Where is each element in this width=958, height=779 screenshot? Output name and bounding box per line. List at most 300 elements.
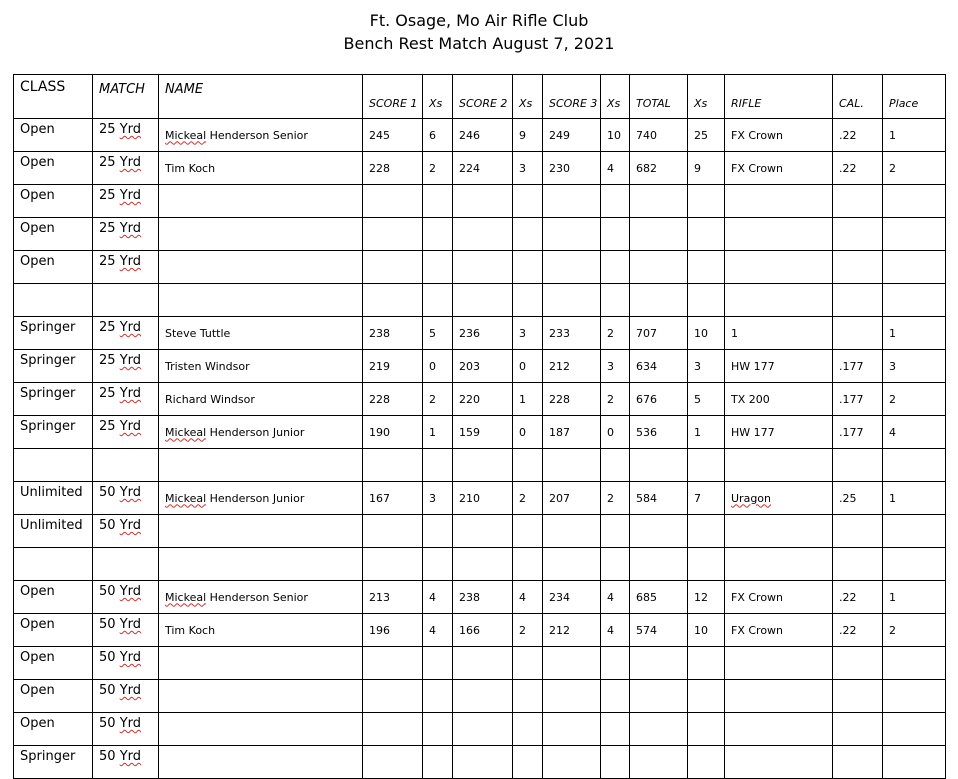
cell-class: [14, 185, 93, 218]
cell-match: [93, 119, 159, 152]
cell-match-text: 50 Yrd: [99, 584, 141, 599]
cell-xs3: [601, 185, 630, 218]
cell-score3: [543, 614, 601, 647]
cell-name-text: Tim Koch: [165, 623, 216, 637]
cell-class: [14, 713, 93, 746]
cell-total-text: 584: [636, 491, 657, 505]
cell-place-text: 4: [889, 425, 896, 439]
cell-xs2: [513, 548, 543, 581]
cell-name-text: Mickeal Henderson Junior: [165, 425, 305, 439]
cell-class-text: Springer: [20, 386, 76, 401]
cell-cal: [833, 119, 883, 152]
cell-match-text: 50 Yrd: [99, 749, 141, 764]
cell-score2: [453, 482, 513, 515]
cell-xs-total-text: 3: [694, 359, 701, 373]
cell-rifle: [725, 581, 833, 614]
cell-place: [883, 548, 946, 581]
cell-score2: [453, 746, 513, 779]
cell-xs3: [601, 548, 630, 581]
cell-xs1: [423, 350, 453, 383]
table-row: [14, 416, 946, 449]
cell-rifle: [725, 152, 833, 185]
cell-xs3-text: 10: [607, 128, 621, 142]
cell-match: [93, 647, 159, 680]
cell-class-text: Springer: [20, 419, 76, 434]
cell-xs3: [601, 746, 630, 779]
cell-name: [159, 284, 363, 317]
cell-xs-total: [688, 515, 725, 548]
cell-name: [159, 746, 363, 779]
cell-xs-total-text: 10: [694, 326, 708, 340]
cell-total-text: 574: [636, 623, 657, 637]
cell-score1-text: 245: [369, 128, 390, 142]
cell-score2-text: 224: [459, 161, 480, 175]
cell-score3: [543, 746, 601, 779]
cell-xs2: [513, 119, 543, 152]
cell-name: [159, 713, 363, 746]
header-score2: SCORE 2: [453, 75, 513, 119]
cell-rifle-text: FX Crown: [731, 623, 784, 637]
cell-xs3: [601, 449, 630, 482]
cell-place-text: 2: [889, 623, 896, 637]
cell-xs2: [513, 647, 543, 680]
cell-xs3: [601, 416, 630, 449]
cell-class: [14, 152, 93, 185]
cell-rifle: [725, 350, 833, 383]
cell-place: [883, 251, 946, 284]
cell-rifle-text: [731, 492, 771, 505]
cell-total: [630, 713, 688, 746]
cell-score1-text: 238: [369, 326, 390, 340]
table-row: [14, 548, 946, 581]
table-row: [14, 383, 946, 416]
table-row: [14, 746, 946, 779]
cell-xs-total-text: 9: [694, 161, 701, 175]
cell-xs1-text: 3: [429, 491, 436, 505]
cell-class: [14, 416, 93, 449]
cell-class-text: Springer: [20, 749, 76, 764]
cell-place: [883, 680, 946, 713]
cell-total: [630, 317, 688, 350]
page-title: Ft. Osage, Mo Air Rifle Club: [369, 11, 589, 30]
cell-xs-total: [688, 284, 725, 317]
cell-match-text: 25 Yrd: [99, 221, 141, 236]
cell-xs2-text: 2: [519, 623, 526, 637]
cell-class-text: Open: [20, 650, 55, 665]
cell-xs3: [601, 482, 630, 515]
cell-class-text: Open: [20, 254, 55, 269]
cell-score2: [453, 152, 513, 185]
cell-rifle-text: FX Crown: [731, 590, 784, 604]
cell-rifle: [725, 284, 833, 317]
cell-score2-text: 159: [459, 425, 480, 439]
cell-class-text: Open: [20, 617, 55, 632]
cell-class: [14, 614, 93, 647]
cell-match: [93, 185, 159, 218]
cell-score3: [543, 152, 601, 185]
cell-match-text: 25 Yrd: [99, 386, 141, 401]
cell-total: [630, 581, 688, 614]
cell-cal-text: .177: [839, 392, 864, 406]
cell-place: [883, 746, 946, 779]
cell-score2: [453, 647, 513, 680]
spellcheck-underline: Mickeal: [165, 425, 207, 439]
cell-name-text: Tim Koch: [165, 161, 216, 175]
cell-xs1: [423, 515, 453, 548]
cell-total: [630, 515, 688, 548]
cell-score1: [363, 350, 423, 383]
cell-cal: [833, 482, 883, 515]
cell-cal: [833, 218, 883, 251]
cell-class: [14, 350, 93, 383]
cell-xs2: [513, 185, 543, 218]
spellcheck-underline: Yrd: [119, 650, 141, 665]
cell-score3: [543, 482, 601, 515]
cell-xs2: [513, 317, 543, 350]
cell-match-text: 25 Yrd: [99, 320, 141, 335]
cell-xs3-text: 4: [607, 623, 614, 637]
cell-score1-text: 228: [369, 161, 390, 175]
spellcheck-underline: Yrd: [119, 386, 141, 401]
spellcheck-underline: Yrd: [119, 716, 141, 731]
cell-xs-total: [688, 581, 725, 614]
cell-score3: [543, 647, 601, 680]
cell-place: [883, 185, 946, 218]
cell-xs-total-text: 12: [694, 590, 708, 604]
cell-xs2: [513, 482, 543, 515]
cell-rifle: [725, 416, 833, 449]
spellcheck-underline: Yrd: [119, 419, 141, 434]
cell-total: [630, 119, 688, 152]
cell-match-text: 25 Yrd: [99, 353, 141, 368]
cell-xs3-text: 0: [607, 425, 614, 439]
header-match: MATCH: [93, 75, 159, 119]
cell-name: [159, 680, 363, 713]
table-row: [14, 581, 946, 614]
cell-xs3-text: 2: [607, 392, 614, 406]
cell-xs-total: [688, 152, 725, 185]
cell-cal: [833, 680, 883, 713]
cell-xs3: [601, 152, 630, 185]
spellcheck-underline: Yrd: [119, 584, 141, 599]
spellcheck-underline: Uragon: [731, 491, 771, 505]
cell-total-text: 536: [636, 425, 657, 439]
cell-score1-text: 228: [369, 392, 390, 406]
cell-score1-text: 219: [369, 359, 390, 373]
cell-score3: [543, 449, 601, 482]
cell-score1: [363, 746, 423, 779]
cell-score1: [363, 713, 423, 746]
cell-rifle: [725, 680, 833, 713]
cell-cal: [833, 317, 883, 350]
cell-xs2: [513, 350, 543, 383]
cell-xs-total-text: 25: [694, 128, 708, 142]
cell-xs1: [423, 614, 453, 647]
cell-match: [93, 680, 159, 713]
cell-xs1: [423, 119, 453, 152]
table-row: [14, 482, 946, 515]
cell-name-text: Mickeal Henderson Junior: [165, 491, 305, 505]
cell-class-text: Open: [20, 122, 55, 137]
cell-place: [883, 383, 946, 416]
cell-score2: [453, 680, 513, 713]
cell-name-text: Tristen Windsor: [165, 359, 250, 373]
cell-cal: [833, 350, 883, 383]
cell-xs1: [423, 152, 453, 185]
cell-name-text: Steve Tuttle: [165, 326, 231, 340]
cell-total: [630, 614, 688, 647]
cell-name: [159, 185, 363, 218]
cell-total-text: 685: [636, 590, 657, 604]
cell-match: [93, 218, 159, 251]
cell-class: [14, 581, 93, 614]
cell-total: [630, 746, 688, 779]
cell-match: [93, 746, 159, 779]
cell-score3: [543, 416, 601, 449]
cell-xs2: [513, 416, 543, 449]
cell-xs2: [513, 218, 543, 251]
cell-class-text: Unlimited: [20, 485, 83, 500]
cell-score2: [453, 119, 513, 152]
cell-match-text: 50 Yrd: [99, 716, 141, 731]
cell-xs1: [423, 680, 453, 713]
spellcheck-underline: Yrd: [119, 485, 141, 500]
cell-total: [630, 647, 688, 680]
cell-score2: [453, 416, 513, 449]
cell-xs2-text: 0: [519, 359, 526, 373]
header-place: Place: [883, 75, 946, 119]
cell-match-text: 25 Yrd: [99, 188, 141, 203]
cell-score1: [363, 416, 423, 449]
cell-xs3-text: 3: [607, 359, 614, 373]
cell-total: [630, 152, 688, 185]
cell-xs2-text: 3: [519, 161, 526, 175]
cell-score1-text: 196: [369, 623, 390, 637]
cell-class-text: Unlimited: [20, 518, 83, 533]
cell-xs-total: [688, 317, 725, 350]
cell-total: [630, 548, 688, 581]
cell-xs-total: [688, 185, 725, 218]
cell-xs-total: [688, 416, 725, 449]
cell-cal: [833, 548, 883, 581]
cell-match: [93, 713, 159, 746]
table-row: [14, 713, 946, 746]
cell-rifle: [725, 515, 833, 548]
cell-score2: [453, 614, 513, 647]
cell-cal: [833, 746, 883, 779]
cell-score2: [453, 251, 513, 284]
cell-xs2-text: 0: [519, 425, 526, 439]
cell-xs1: [423, 383, 453, 416]
cell-rifle: [725, 647, 833, 680]
cell-xs3-text: 4: [607, 590, 614, 604]
spellcheck-underline: Mickeal: [165, 128, 207, 142]
cell-match: [93, 284, 159, 317]
cell-xs2: [513, 284, 543, 317]
cell-class-text: Open: [20, 188, 55, 203]
cell-place: [883, 647, 946, 680]
spellcheck-underline: Yrd: [119, 683, 141, 698]
cell-score3: [543, 317, 601, 350]
cell-cal: [833, 647, 883, 680]
cell-rifle: [725, 185, 833, 218]
cell-score1: [363, 482, 423, 515]
cell-score3: [543, 350, 601, 383]
cell-place: [883, 119, 946, 152]
cell-score1: [363, 185, 423, 218]
cell-total: [630, 449, 688, 482]
cell-score1: [363, 614, 423, 647]
cell-cal-text: .22: [839, 623, 857, 637]
cell-score2: [453, 218, 513, 251]
cell-class-text: Open: [20, 155, 55, 170]
cell-total: [630, 482, 688, 515]
cell-class: [14, 515, 93, 548]
cell-cal-text: .177: [839, 425, 864, 439]
cell-xs1: [423, 647, 453, 680]
cell-cal: [833, 449, 883, 482]
cell-match: [93, 548, 159, 581]
cell-score3: [543, 284, 601, 317]
cell-class: [14, 284, 93, 317]
cell-xs-total-text: 7: [694, 491, 701, 505]
cell-name: [159, 218, 363, 251]
cell-score1: [363, 449, 423, 482]
cell-match: [93, 482, 159, 515]
cell-place-text: 2: [889, 161, 896, 175]
cell-score1: [363, 581, 423, 614]
cell-name: [159, 614, 363, 647]
spellcheck-underline: Yrd: [119, 221, 141, 236]
cell-class-text: Springer: [20, 353, 76, 368]
cell-xs-total: [688, 251, 725, 284]
page-subtitle: Bench Rest Match August 7, 2021: [343, 34, 615, 53]
cell-xs3: [601, 218, 630, 251]
cell-name: [159, 515, 363, 548]
cell-score2: [453, 383, 513, 416]
cell-rifle: [725, 218, 833, 251]
cell-rifle: [725, 548, 833, 581]
table-row: [14, 152, 946, 185]
cell-xs2: [513, 581, 543, 614]
spellcheck-underline: Yrd: [119, 155, 141, 170]
cell-class: [14, 449, 93, 482]
header-xs1: Xs: [423, 75, 453, 119]
cell-total-text: 740: [636, 128, 657, 142]
cell-place-text: 2: [889, 392, 896, 406]
cell-cal: [833, 251, 883, 284]
cell-total: [630, 284, 688, 317]
cell-class: [14, 317, 93, 350]
cell-class: [14, 218, 93, 251]
cell-score3: [543, 119, 601, 152]
cell-score2: [453, 284, 513, 317]
cell-score3: [543, 713, 601, 746]
cell-score3-text: 187: [549, 425, 570, 439]
cell-place-text: 1: [889, 326, 896, 340]
cell-score3-text: 234: [549, 590, 570, 604]
cell-rifle-text: HW 177: [731, 359, 775, 373]
cell-score2: [453, 713, 513, 746]
header-name: NAME: [159, 75, 363, 119]
cell-class: [14, 482, 93, 515]
cell-xs1: [423, 581, 453, 614]
cell-name-text: Mickeal Henderson Senior: [165, 590, 308, 604]
cell-cal: [833, 284, 883, 317]
cell-score2: [453, 317, 513, 350]
spellcheck-underline: Yrd: [119, 188, 141, 203]
cell-cal-text: .25: [839, 491, 857, 505]
cell-match: [93, 614, 159, 647]
cell-xs-total-text: 10: [694, 623, 708, 637]
cell-xs1-text: 6: [429, 128, 436, 142]
cell-xs1-text: 4: [429, 623, 436, 637]
cell-rifle-text: TX 200: [731, 392, 770, 406]
cell-xs2-text: 2: [519, 491, 526, 505]
cell-match: [93, 449, 159, 482]
cell-xs-total: [688, 350, 725, 383]
cell-cal-text: .22: [839, 128, 857, 142]
cell-xs2-text: 4: [519, 590, 526, 604]
cell-place: [883, 350, 946, 383]
cell-match-text: 25 Yrd: [99, 155, 141, 170]
header-xs2: Xs: [513, 75, 543, 119]
cell-xs2: [513, 449, 543, 482]
cell-match: [93, 515, 159, 548]
cell-score3: [543, 548, 601, 581]
cell-xs3: [601, 581, 630, 614]
spellcheck-underline: Yrd: [119, 518, 141, 533]
cell-score2-text: 220: [459, 392, 480, 406]
cell-xs1-text: 4: [429, 590, 436, 604]
cell-cal-text: .22: [839, 590, 857, 604]
cell-xs-total: [688, 482, 725, 515]
cell-rifle: [725, 746, 833, 779]
cell-total: [630, 416, 688, 449]
cell-xs3: [601, 680, 630, 713]
cell-place: [883, 284, 946, 317]
cell-score1: [363, 218, 423, 251]
cell-place-text: 1: [889, 590, 896, 604]
cell-rifle-text: FX Crown: [731, 161, 784, 175]
cell-xs1: [423, 713, 453, 746]
cell-xs2-text: 1: [519, 392, 526, 406]
cell-score2-text: 238: [459, 590, 480, 604]
spellcheck-underline: Yrd: [119, 122, 141, 137]
cell-match-text: 50 Yrd: [99, 485, 141, 500]
cell-score3-text: 207: [549, 491, 570, 505]
cell-xs1: [423, 449, 453, 482]
cell-score1: [363, 680, 423, 713]
cell-xs3: [601, 284, 630, 317]
table-row: [14, 647, 946, 680]
cell-score1: [363, 152, 423, 185]
table-row: [14, 251, 946, 284]
cell-xs1: [423, 185, 453, 218]
cell-score2: [453, 449, 513, 482]
cell-score3: [543, 680, 601, 713]
spellcheck-underline: Yrd: [119, 320, 141, 335]
cell-class-text: Open: [20, 716, 55, 731]
header-score3: SCORE 3: [543, 75, 601, 119]
cell-xs1: [423, 251, 453, 284]
cell-rifle-text: HW 177: [731, 425, 775, 439]
cell-name: [159, 647, 363, 680]
header-row: [14, 75, 946, 119]
cell-score1: [363, 317, 423, 350]
header-score1: SCORE 1: [363, 75, 423, 119]
cell-score2-text: 210: [459, 491, 480, 505]
